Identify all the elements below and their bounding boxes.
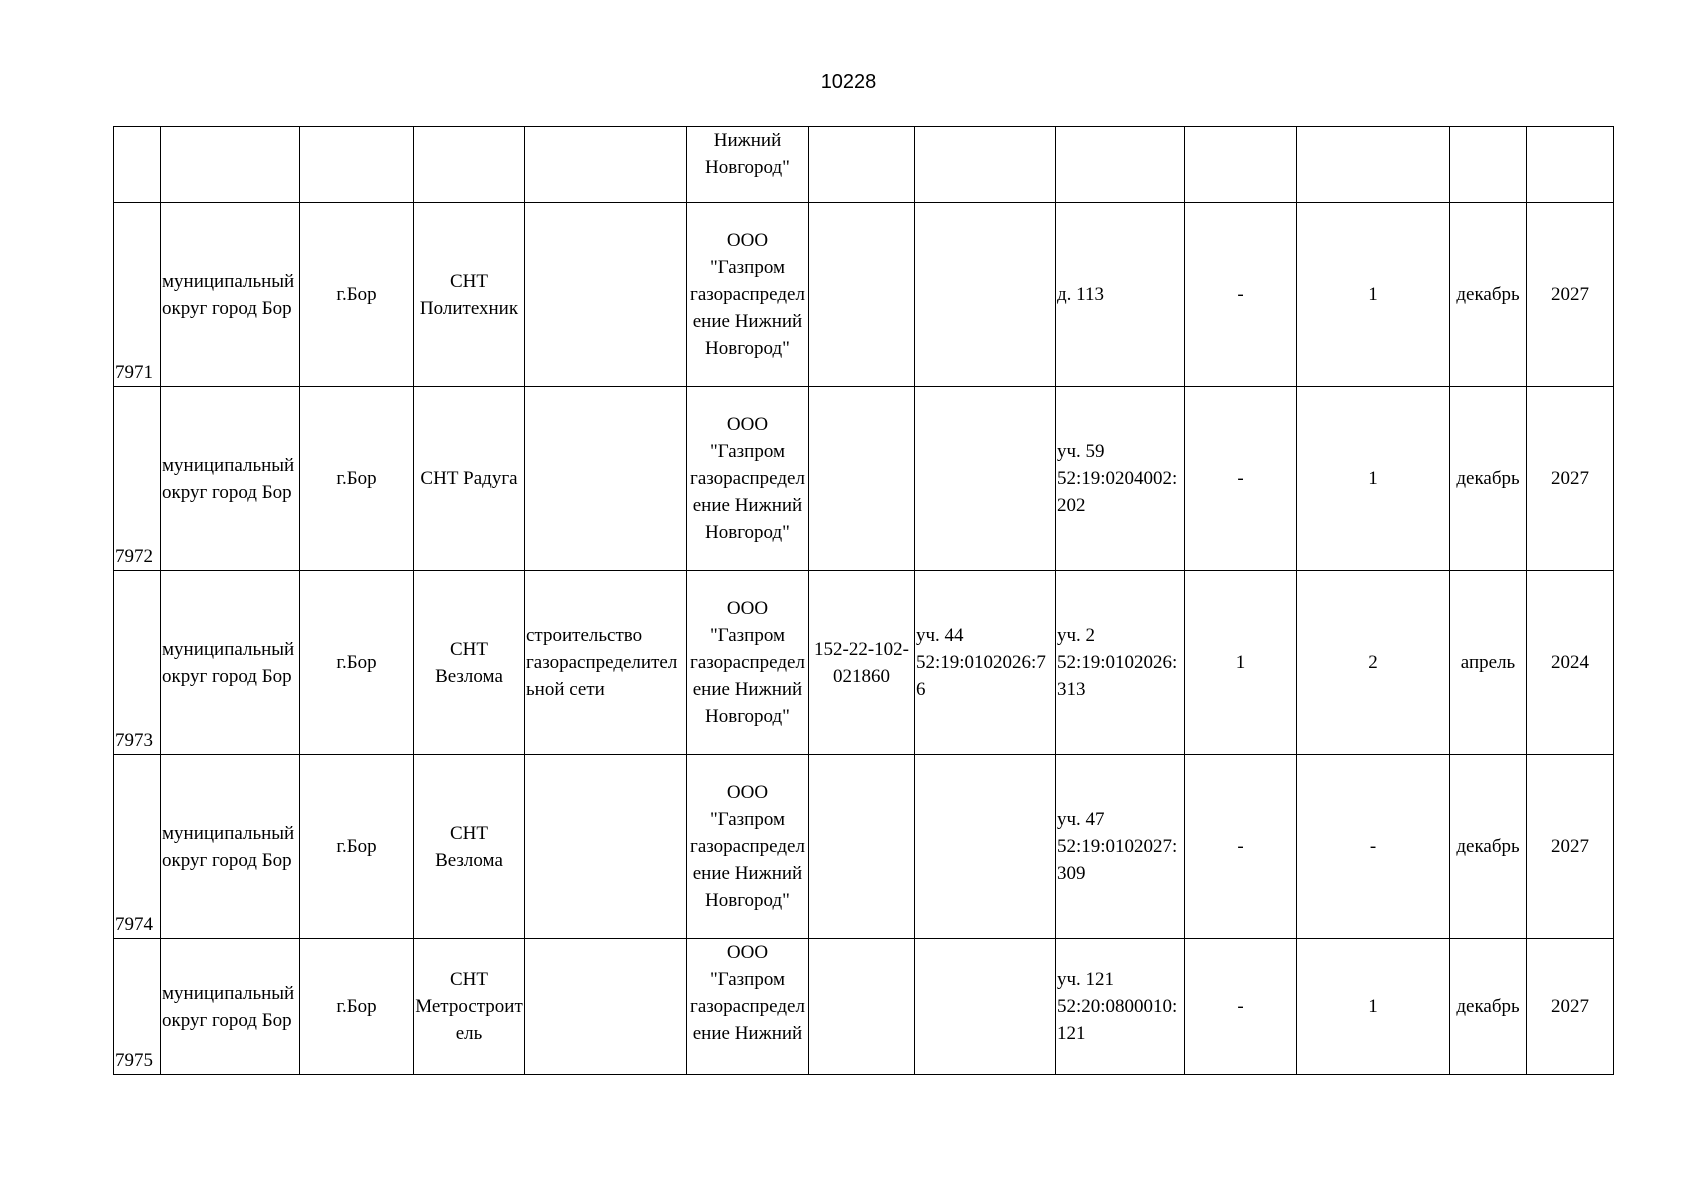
cell-municipality: муниципальный округ город Бор xyxy=(161,203,300,387)
cell-col10: - xyxy=(1185,203,1297,387)
cell-col11: 2 xyxy=(1297,571,1450,755)
cell-year: 2024 xyxy=(1527,571,1614,755)
cell-code xyxy=(809,127,915,203)
cell-code: 152-22-102-021860 xyxy=(809,571,915,755)
cell-plot-from xyxy=(915,127,1056,203)
cell-work xyxy=(525,127,687,203)
cell-plot-to: уч. 2 52:19:0102026:313 xyxy=(1056,571,1185,755)
cell-city: г.Бор xyxy=(300,387,414,571)
cell-org: ООО "Газпром газораспределение Нижний Новгород" xyxy=(687,203,809,387)
cell-work xyxy=(525,203,687,387)
cell-month: декабрь xyxy=(1450,387,1527,571)
table-row-continuation xyxy=(114,127,1614,203)
cell-num: 7973 xyxy=(114,571,161,755)
table-row xyxy=(114,387,1614,571)
cell-col11: 1 xyxy=(1297,939,1450,1075)
table-row xyxy=(114,571,1614,755)
cell-work xyxy=(525,755,687,939)
cell-num: 7972 xyxy=(114,387,161,571)
cell-city: г.Бор xyxy=(300,939,414,1075)
cell-snt: СНТ Везлома xyxy=(414,755,525,939)
page-number: 10228 xyxy=(820,71,877,93)
cell-plot-to: уч. 121 52:20:0800010:121 xyxy=(1056,939,1185,1075)
cell-code xyxy=(809,939,915,1075)
cell-snt: СНТ Везлома xyxy=(414,571,525,755)
cell-month: декабрь xyxy=(1450,755,1527,939)
cell-col10: - xyxy=(1185,387,1297,571)
cell-year: 2027 xyxy=(1527,387,1614,571)
cell-col11: 1 xyxy=(1297,203,1450,387)
cell-col11 xyxy=(1297,127,1450,203)
cell-num xyxy=(114,127,161,203)
cell-month: декабрь xyxy=(1450,203,1527,387)
cell-work xyxy=(525,387,687,571)
cell-municipality: муниципальный округ город Бор xyxy=(161,387,300,571)
cell-code xyxy=(809,203,915,387)
cell-snt: СНТ Политехник xyxy=(414,203,525,387)
cell-snt: СНТ Метростроитель xyxy=(414,939,525,1075)
cell-plot-from: уч. 44 52:19:0102026:76 xyxy=(915,571,1056,755)
cell-num: 7971 xyxy=(114,203,161,387)
cell-col10: - xyxy=(1185,939,1297,1075)
cell-municipality: муниципальный округ город Бор xyxy=(161,939,300,1075)
cell-month: декабрь xyxy=(1450,939,1527,1075)
cell-plot-to xyxy=(1056,127,1185,203)
cell-city xyxy=(300,127,414,203)
table-row xyxy=(114,939,1614,1075)
cell-plot-from xyxy=(915,387,1056,571)
cell-col10: - xyxy=(1185,755,1297,939)
cell-org: ООО "Газпром газораспределение Нижний xyxy=(687,939,809,1075)
cell-code xyxy=(809,755,915,939)
cell-municipality: муниципальный округ город Бор xyxy=(161,571,300,755)
cell-municipality xyxy=(161,127,300,203)
cell-col11: - xyxy=(1297,755,1450,939)
gasification-table xyxy=(113,126,1614,1075)
cell-num: 7974 xyxy=(114,755,161,939)
cell-municipality: муниципальный округ город Бор xyxy=(161,755,300,939)
cell-work: строительство газораспределительной сети xyxy=(525,571,687,755)
cell-code xyxy=(809,387,915,571)
cell-org: ООО "Газпром газораспределение Нижний Новгород" xyxy=(687,387,809,571)
cell-month: апрель xyxy=(1450,571,1527,755)
cell-year: 2027 xyxy=(1527,203,1614,387)
cell-num: 7975 xyxy=(114,939,161,1075)
cell-org: Нижний Новгород" xyxy=(687,127,809,203)
cell-plot-from xyxy=(915,203,1056,387)
cell-plot-to: уч. 47 52:19:0102027:309 xyxy=(1056,755,1185,939)
cell-plot-from xyxy=(915,755,1056,939)
cell-year: 2027 xyxy=(1527,939,1614,1075)
cell-snt xyxy=(414,127,525,203)
cell-snt: СНТ Радуга xyxy=(414,387,525,571)
table-row xyxy=(114,203,1614,387)
cell-col10 xyxy=(1185,127,1297,203)
cell-org: ООО "Газпром газораспределение Нижний Новгород" xyxy=(687,571,809,755)
cell-year: 2027 xyxy=(1527,755,1614,939)
cell-city: г.Бор xyxy=(300,203,414,387)
cell-col10: 1 xyxy=(1185,571,1297,755)
cell-col11: 1 xyxy=(1297,387,1450,571)
cell-org: ООО "Газпром газораспределение Нижний Новгород" xyxy=(687,755,809,939)
cell-plot-to: д. 113 xyxy=(1056,203,1185,387)
cell-year xyxy=(1527,127,1614,203)
cell-plot-to: уч. 59 52:19:0204002:202 xyxy=(1056,387,1185,571)
cell-month xyxy=(1450,127,1527,203)
cell-work xyxy=(525,939,687,1075)
cell-city: г.Бор xyxy=(300,571,414,755)
cell-city: г.Бор xyxy=(300,755,414,939)
cell-plot-from xyxy=(915,939,1056,1075)
table-row xyxy=(114,755,1614,939)
